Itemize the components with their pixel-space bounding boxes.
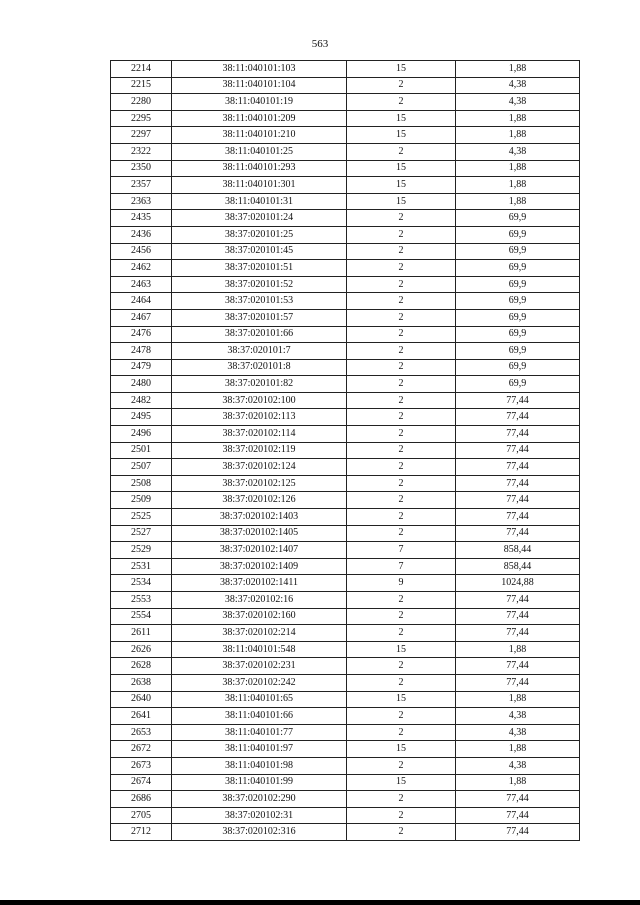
quantity-cell: 2 [347, 807, 456, 824]
row-number-cell: 2295 [111, 110, 172, 127]
table-row [111, 575, 580, 592]
page-number: 563 [311, 38, 329, 50]
quantity-cell: 2 [347, 309, 456, 326]
quantity-cell: 2 [347, 658, 456, 675]
quantity-cell: 15 [347, 160, 456, 177]
quantity-cell: 2 [347, 210, 456, 227]
row-number-cell: 2641 [111, 708, 172, 725]
row-number-cell: 2462 [111, 260, 172, 277]
cadastral-number-cell: 38:11:040101:209 [172, 110, 347, 127]
value-cell: 4,38 [456, 143, 580, 160]
cadastral-number-cell: 38:37:020101:51 [172, 260, 347, 277]
quantity-cell: 15 [347, 61, 456, 78]
cadastral-number-cell: 38:11:040101:301 [172, 177, 347, 194]
table-row [111, 61, 580, 78]
value-cell: 1,88 [456, 160, 580, 177]
table-row [111, 641, 580, 658]
quantity-cell: 2 [347, 376, 456, 393]
row-number-cell: 2496 [111, 426, 172, 443]
row-number-cell: 2357 [111, 177, 172, 194]
value-cell: 69,9 [456, 376, 580, 393]
cadastral-number-cell: 38:37:020101:82 [172, 376, 347, 393]
cadastral-number-cell: 38:37:020102:124 [172, 459, 347, 476]
value-cell: 77,44 [456, 426, 580, 443]
cadastral-number-cell: 38:11:040101:99 [172, 774, 347, 791]
cadastral-number-cell: 38:11:040101:77 [172, 724, 347, 741]
quantity-cell: 2 [347, 442, 456, 459]
value-cell: 1,88 [456, 641, 580, 658]
row-number-cell: 2363 [111, 193, 172, 210]
quantity-cell: 15 [347, 110, 456, 127]
row-number-cell: 2640 [111, 691, 172, 708]
row-number-cell: 2534 [111, 575, 172, 592]
cadastral-number-cell: 38:11:040101:65 [172, 691, 347, 708]
value-cell: 77,44 [456, 492, 580, 509]
cadastral-number-cell: 38:37:020102:316 [172, 824, 347, 841]
table-row [111, 359, 580, 376]
quantity-cell: 2 [347, 94, 456, 111]
quantity-cell: 15 [347, 177, 456, 194]
row-number-cell: 2214 [111, 61, 172, 78]
table-row [111, 691, 580, 708]
quantity-cell: 9 [347, 575, 456, 592]
table-row [111, 160, 580, 177]
quantity-cell: 2 [347, 791, 456, 808]
value-cell: 69,9 [456, 210, 580, 227]
quantity-cell: 2 [347, 243, 456, 260]
row-number-cell: 2435 [111, 210, 172, 227]
table-body [111, 61, 580, 841]
table-row [111, 791, 580, 808]
table-row [111, 708, 580, 725]
table-row [111, 210, 580, 227]
table-row [111, 509, 580, 526]
value-cell: 4,38 [456, 724, 580, 741]
table-row [111, 293, 580, 310]
table-row [111, 94, 580, 111]
row-number-cell: 2674 [111, 774, 172, 791]
cadastral-number-cell: 38:37:020101:24 [172, 210, 347, 227]
value-cell: 69,9 [456, 359, 580, 376]
value-cell: 4,38 [456, 708, 580, 725]
value-cell: 1,88 [456, 193, 580, 210]
cadastral-number-cell: 38:37:020101:66 [172, 326, 347, 343]
quantity-cell: 15 [347, 691, 456, 708]
row-number-cell: 2673 [111, 757, 172, 774]
row-number-cell: 2215 [111, 77, 172, 94]
quantity-cell: 2 [347, 343, 456, 360]
value-cell: 69,9 [456, 260, 580, 277]
row-number-cell: 2686 [111, 791, 172, 808]
value-cell: 69,9 [456, 226, 580, 243]
quantity-cell: 15 [347, 193, 456, 210]
row-number-cell: 2509 [111, 492, 172, 509]
row-number-cell: 2501 [111, 442, 172, 459]
cadastral-number-cell: 38:11:040101:98 [172, 757, 347, 774]
table-row [111, 592, 580, 609]
quantity-cell: 2 [347, 293, 456, 310]
quantity-cell: 15 [347, 774, 456, 791]
value-cell: 77,44 [456, 442, 580, 459]
quantity-cell: 2 [347, 674, 456, 691]
cadastral-number-cell: 38:11:040101:25 [172, 143, 347, 160]
cadastral-number-cell: 38:37:020101:57 [172, 309, 347, 326]
row-number-cell: 2638 [111, 674, 172, 691]
row-number-cell: 2507 [111, 459, 172, 476]
table-row [111, 459, 580, 476]
cadastral-number-cell: 38:37:020102:160 [172, 608, 347, 625]
table-row [111, 392, 580, 409]
cadastral-number-cell: 38:37:020102:1405 [172, 525, 347, 542]
cadastral-number-cell: 38:37:020102:231 [172, 658, 347, 675]
cadastral-number-cell: 38:37:020102:100 [172, 392, 347, 409]
quantity-cell: 2 [347, 592, 456, 609]
table-row [111, 674, 580, 691]
value-cell: 77,44 [456, 625, 580, 642]
value-cell: 1024,88 [456, 575, 580, 592]
table-row [111, 177, 580, 194]
value-cell: 1,88 [456, 691, 580, 708]
quantity-cell: 2 [347, 475, 456, 492]
cadastral-number-cell: 38:11:040101:103 [172, 61, 347, 78]
quantity-cell: 2 [347, 708, 456, 725]
quantity-cell: 2 [347, 525, 456, 542]
table-row [111, 343, 580, 360]
quantity-cell: 2 [347, 757, 456, 774]
value-cell: 77,44 [456, 807, 580, 824]
cadastral-number-cell: 38:37:020102:125 [172, 475, 347, 492]
row-number-cell: 2527 [111, 525, 172, 542]
value-cell: 1,88 [456, 110, 580, 127]
cadastral-number-cell: 38:37:020101:25 [172, 226, 347, 243]
row-number-cell: 2297 [111, 127, 172, 144]
value-cell: 77,44 [456, 459, 580, 476]
row-number-cell: 2476 [111, 326, 172, 343]
row-number-cell: 2467 [111, 309, 172, 326]
quantity-cell: 15 [347, 641, 456, 658]
value-cell: 77,44 [456, 791, 580, 808]
quantity-cell: 2 [347, 260, 456, 277]
row-number-cell: 2705 [111, 807, 172, 824]
cadastral-number-cell: 38:37:020102:114 [172, 426, 347, 443]
row-number-cell: 2350 [111, 160, 172, 177]
cadastral-table [110, 60, 580, 841]
quantity-cell: 2 [347, 724, 456, 741]
row-number-cell: 2653 [111, 724, 172, 741]
table-row [111, 226, 580, 243]
value-cell: 77,44 [456, 592, 580, 609]
value-cell: 77,44 [456, 824, 580, 841]
table-row [111, 127, 580, 144]
quantity-cell: 2 [347, 492, 456, 509]
table-row [111, 774, 580, 791]
value-cell: 69,9 [456, 243, 580, 260]
quantity-cell: 2 [347, 608, 456, 625]
value-cell: 4,38 [456, 94, 580, 111]
cadastral-number-cell: 38:11:040101:97 [172, 741, 347, 758]
cadastral-number-cell: 38:37:020102:1403 [172, 509, 347, 526]
row-number-cell: 2280 [111, 94, 172, 111]
cadastral-number-cell: 38:37:020102:1409 [172, 558, 347, 575]
table-row [111, 542, 580, 559]
table-row [111, 260, 580, 277]
value-cell: 69,9 [456, 293, 580, 310]
row-number-cell: 2611 [111, 625, 172, 642]
cadastral-number-cell: 38:11:040101:19 [172, 94, 347, 111]
value-cell: 77,44 [456, 409, 580, 426]
table-row [111, 724, 580, 741]
row-number-cell: 2554 [111, 608, 172, 625]
row-number-cell: 2482 [111, 392, 172, 409]
value-cell: 69,9 [456, 343, 580, 360]
value-cell: 858,44 [456, 558, 580, 575]
row-number-cell: 2436 [111, 226, 172, 243]
table-row [111, 409, 580, 426]
cadastral-number-cell: 38:37:020101:52 [172, 276, 347, 293]
value-cell: 69,9 [456, 309, 580, 326]
value-cell: 77,44 [456, 509, 580, 526]
row-number-cell: 2553 [111, 592, 172, 609]
value-cell: 1,88 [456, 741, 580, 758]
value-cell: 1,88 [456, 61, 580, 78]
table-row [111, 376, 580, 393]
quantity-cell: 2 [347, 625, 456, 642]
row-number-cell: 2456 [111, 243, 172, 260]
value-cell: 77,44 [456, 674, 580, 691]
table-row [111, 492, 580, 509]
value-cell: 4,38 [456, 77, 580, 94]
cadastral-number-cell: 38:11:040101:104 [172, 77, 347, 94]
quantity-cell: 2 [347, 426, 456, 443]
row-number-cell: 2463 [111, 276, 172, 293]
table-row [111, 658, 580, 675]
value-cell: 1,88 [456, 127, 580, 144]
table-row [111, 807, 580, 824]
cadastral-number-cell: 38:11:040101:66 [172, 708, 347, 725]
row-number-cell: 2531 [111, 558, 172, 575]
table-row [111, 824, 580, 841]
table-row [111, 276, 580, 293]
cadastral-number-cell: 38:37:020101:53 [172, 293, 347, 310]
quantity-cell: 2 [347, 509, 456, 526]
value-cell: 858,44 [456, 542, 580, 559]
value-cell: 77,44 [456, 525, 580, 542]
quantity-cell: 2 [347, 824, 456, 841]
quantity-cell: 2 [347, 226, 456, 243]
cadastral-number-cell: 38:37:020102:290 [172, 791, 347, 808]
cadastral-number-cell: 38:37:020101:45 [172, 243, 347, 260]
cadastral-number-cell: 38:37:020101:7 [172, 343, 347, 360]
value-cell: 69,9 [456, 326, 580, 343]
quantity-cell: 2 [347, 459, 456, 476]
quantity-cell: 2 [347, 77, 456, 94]
table-row [111, 757, 580, 774]
value-cell: 77,44 [456, 658, 580, 675]
quantity-cell: 15 [347, 741, 456, 758]
row-number-cell: 2495 [111, 409, 172, 426]
value-cell: 4,38 [456, 757, 580, 774]
cadastral-number-cell: 38:37:020102:126 [172, 492, 347, 509]
cadastral-number-cell: 38:37:020101:8 [172, 359, 347, 376]
row-number-cell: 2529 [111, 542, 172, 559]
row-number-cell: 2508 [111, 475, 172, 492]
row-number-cell: 2479 [111, 359, 172, 376]
quantity-cell: 7 [347, 542, 456, 559]
row-number-cell: 2322 [111, 143, 172, 160]
table-row [111, 442, 580, 459]
cadastral-number-cell: 38:37:020102:1407 [172, 542, 347, 559]
scan-edge [0, 900, 640, 905]
row-number-cell: 2628 [111, 658, 172, 675]
value-cell: 69,9 [456, 276, 580, 293]
cadastral-number-cell: 38:37:020102:31 [172, 807, 347, 824]
table-row [111, 426, 580, 443]
cadastral-number-cell: 38:37:020102:214 [172, 625, 347, 642]
quantity-cell: 2 [347, 326, 456, 343]
table-row [111, 741, 580, 758]
row-number-cell: 2480 [111, 376, 172, 393]
table-row [111, 110, 580, 127]
cadastral-number-cell: 38:11:040101:548 [172, 641, 347, 658]
quantity-cell: 7 [347, 558, 456, 575]
cadastral-number-cell: 38:11:040101:293 [172, 160, 347, 177]
row-number-cell: 2672 [111, 741, 172, 758]
row-number-cell: 2712 [111, 824, 172, 841]
table-row [111, 326, 580, 343]
quantity-cell: 2 [347, 409, 456, 426]
quantity-cell: 2 [347, 359, 456, 376]
row-number-cell: 2525 [111, 509, 172, 526]
table-row [111, 77, 580, 94]
table-row [111, 558, 580, 575]
quantity-cell: 15 [347, 127, 456, 144]
row-number-cell: 2464 [111, 293, 172, 310]
table-row [111, 143, 580, 160]
cadastral-number-cell: 38:37:020102:242 [172, 674, 347, 691]
cadastral-number-cell: 38:37:020102:113 [172, 409, 347, 426]
value-cell: 1,88 [456, 177, 580, 194]
table-row [111, 243, 580, 260]
table-row [111, 309, 580, 326]
quantity-cell: 2 [347, 276, 456, 293]
row-number-cell: 2478 [111, 343, 172, 360]
value-cell: 77,44 [456, 475, 580, 492]
table-row [111, 625, 580, 642]
cadastral-number-cell: 38:11:040101:31 [172, 193, 347, 210]
quantity-cell: 2 [347, 392, 456, 409]
value-cell: 1,88 [456, 774, 580, 791]
table-row [111, 608, 580, 625]
table-row [111, 525, 580, 542]
row-number-cell: 2626 [111, 641, 172, 658]
cadastral-number-cell: 38:37:020102:119 [172, 442, 347, 459]
cadastral-number-cell: 38:37:020102:16 [172, 592, 347, 609]
value-cell: 77,44 [456, 608, 580, 625]
cadastral-number-cell: 38:37:020102:1411 [172, 575, 347, 592]
value-cell: 77,44 [456, 392, 580, 409]
cadastral-number-cell: 38:11:040101:210 [172, 127, 347, 144]
table-row [111, 475, 580, 492]
table-row [111, 193, 580, 210]
quantity-cell: 2 [347, 143, 456, 160]
